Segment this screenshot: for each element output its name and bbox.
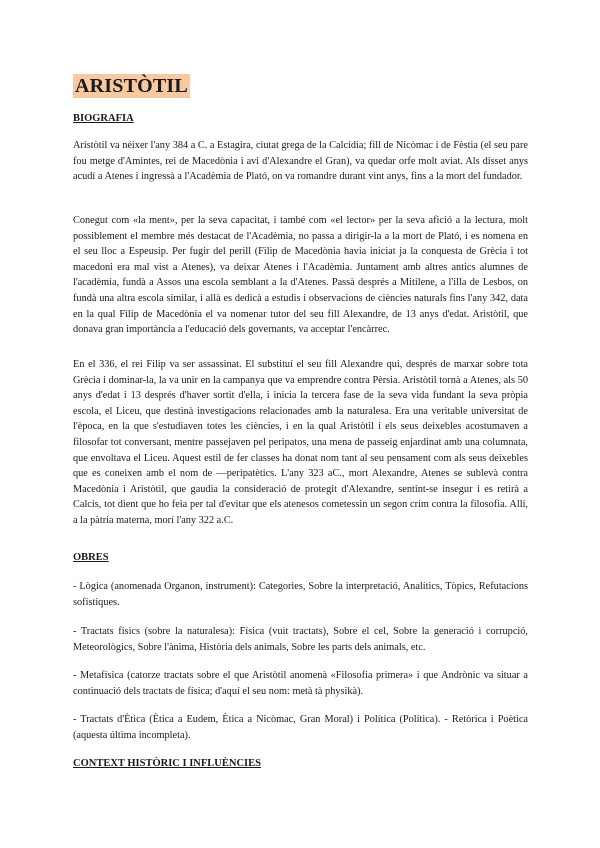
page-title: ARISTÒTIL — [75, 75, 188, 97]
section-heading-biografia: BIOGRAFIA — [73, 113, 134, 124]
section-heading-obres: OBRES — [73, 552, 109, 563]
biografia-paragraph-2: Conegut com «la ment», per la seva capacitat, i també com «el lector» per la seva afició a la lectura, molt possiblement el membre més destacat de l'Acadèmia, no passa a dirigir-la a la mort de Plató, i es nomena en el seu lloc a Espeusip. Per fugir del perill (Filip de Macedònia havia iniciat ja la conquesta de Grècia i tot macedoni era mal vist a Atenes), va deixar Atenes i l'Acadèmia. Juntament amb altres antics alumnes de l'acadèmia, fundà a Assos una escola semblant a la d'Atenes. Passà després a Mitilene, a l'illa de Lesbos, on fundà una altra escola similar, i allà es dedicà a estudis i observacions de ciències naturals fins l'any 342, data en la qual Filip de Macedònia el va nomenar tutor del seu fill Alexandre, de 13 anys d'edat. Aristòtil, que donava gran importància a l'educació dels governants, va acceptar l'encàrrec. — [73, 215, 528, 336]
section-heading-context: CONTEXT HISTÒRIC I INFLUÈNCIES — [73, 758, 261, 769]
biografia-paragraph-1: Aristòtil va néixer l'any 384 a C. a Estagira, ciutat grega de la Calcídia; fill de Nicòmac i de Fèstia (el seu pare fou metge d'Amintes, rei de Macedònia i avi d'Alexandre el Gran), va quedar orfe molt aviat. Als disset anys acudí a Atenes i ingressà a l'Acadèmia de Plató, on va romandre durant vint anys, fins a la mort del fundador. — [73, 140, 528, 183]
obres-item-logica: - Lògica (anomenada Organon, instrument): Categories, Sobre la interpretació, Analítics, Tòpics, Refutacions sofístiques. — [73, 581, 528, 608]
obres-item-tractats-fisics: - Tractats físics (sobre la naturalesa): Física (vuit tractats), Sobre el cel, Sobre la generació i corrupció, Meteorològics, Sobre l'ànima, Història dels animals, Sobre les parts dels animals, etc. — [73, 626, 528, 653]
biografia-paragraph-3: En el 336, el rei Filip va ser assassinat. El substituí el seu fill Alexandre qui, després de marxar sobre tota Grècia i dominar-la, la va unir en la campanya que va emprendre contra Pèrsia. Aristòtil tornà a Atenes, als 50 anys d'edat i 13 després d'haver sortit d'ella, i inicia la tercera fase de la seva vida fundant la seva pròpia escola, el Liceu, que destinà investigacions relacionades amb la naturalesa. Era una veritable universitat de l'època, en la que s'estudiaven totes les ciències, i en la qual Aristòtil i els seus deixebles acostumaven a filosofar tot conversant, mentre passejaven pel peripatos, una mena de passeig enjardinat amb una columnata, que envoltava el Liceu. Aquest estil de fer classes ha donat nom tant al seu pensament com als seus deixebles que es coneixen amb el nom de —peripatètics. L'any 323 aC., mort Alexandre, Atenes se sublevà contra Macedònia i Aristòtil, que gaudia la consideració de protegit d'Alexandre, sentint-se insegur i es retirà a Calcis, tot dient que ho feia per tal d'evitar que els atenesos cometessin un segon crim contra la filosofia. Allí, a la pàtria materna, morí l'any 322 a.C. — [73, 359, 528, 526]
obres-item-etica-politica: - Tractats d'Ètica (Ètica a Eudem, Ètica a Nicòmac, Gran Moral) i Política (Política). - Retòrica i Poètica (aquesta última incompleta). — [73, 714, 528, 741]
obres-item-metafisica: - Metafísica (catorze tractats sobre el que Aristòtil anomenà «Filosofia primera» i que Andrònic va situar a continuació dels tractats de física; d'aquí el seu nom: metà tà physikà). — [73, 670, 528, 697]
